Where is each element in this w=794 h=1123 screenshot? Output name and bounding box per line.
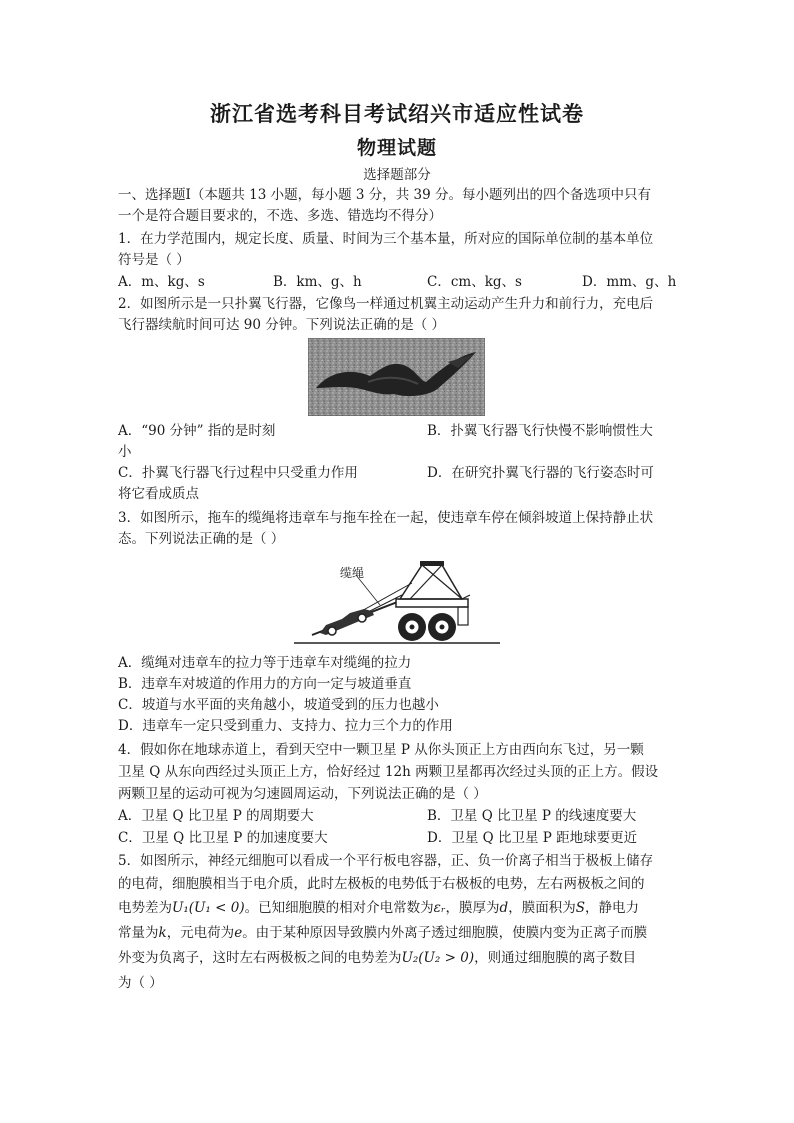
q3-option-b: B．违章车对坡道的作用力的方向一定与坡道垂直 [118,676,412,692]
q5-stem-line-6: 为（ ） [118,975,163,991]
q1-stem-line: 1．在力学范围内，规定长度、质量、时间为三个基本量，所对应的国际单位制的基本单位 [118,231,654,247]
q3-option-c: C．坡道与水平面的夹角越小，坡道受到的压力也越小 [118,697,439,713]
q5-stem-line: 的电荷，细胞膜相当于电介质，此时左极板的电势低于右极板的电势，左右两极板之间的 [118,876,645,892]
q2-option-a: A．“90 分钟” 指的是时刻 [118,423,276,439]
q4-option-c: C．卫星 Q 比卫星 P 的加速度要大 [118,830,328,846]
q4-option-b: B．卫星 Q 比卫星 P 的线速度要大 [427,808,637,824]
q2-stem-line: 2．如图所示是一只扑翼飞行器，它像鸟一样通过机翼主动运动产生升力和前行力，充电后 [118,296,654,312]
tow-truck-figure [292,555,502,647]
q5-stem-line-3 [118,898,678,919]
q5-k-symbol: k [158,925,167,941]
q5-text: 电势差为 [118,900,172,916]
q3-option-d: D．违章车一定只受到重力、支持力、拉力三个力的作用 [118,718,453,734]
q5-stem-line: 5．如图所示，神经元细胞可以看成一个平行板电容器，正、负一价离子相当于极板上储存 [118,853,654,869]
exam-subtitle: 物理试题 [356,137,437,159]
exam-title: 浙江省选考科目考试绍兴市适应性试卷 [210,101,584,126]
q5-text: 常量为 [118,925,159,941]
q2-option-b: B．扑翼飞行器飞行快慢不影响惯性大 [427,423,653,439]
q5-stem-line-5 [118,948,678,969]
q4-stem-line: 两颗卫星的运动可视为匀速圆周运动，下列说法正确的是（ ） [118,786,487,802]
q5-u1-formula: U₁(U₁ < 0) [172,900,245,916]
q5-s-symbol: S [575,900,585,916]
q5-text: 。由于某种原因导致膜内外离子透过细胞膜，使膜内变为正离子而膜 [242,925,648,941]
section-heading: 选择题部分 [363,167,431,183]
q2-option-b-continued: 小 [118,444,132,460]
q4-stem-line: 卫星 Q 从东向西经过头顶正上方，恰好经过 12h 两颗卫星都再次经过头顶的正上方。假设 [118,764,659,780]
q2-option-d: D．在研究扑翼飞行器的飞行姿态时可 [427,465,654,481]
q5-text: 。已知细胞膜的相对介电常数为 [244,900,434,916]
intro-line: 一个是符合题目要求的，不选、多选、错选均不得分） [118,208,442,224]
q1-stem-line: 符号是（ ） [118,252,190,268]
q5-text: ，静电力 [584,900,639,916]
flapping-wing-aircraft-figure [308,338,485,416]
q2-option-d-continued: 将它看成质点 [118,486,199,502]
q4-stem-line: 4．假如你在地球赤道上，看到天空中一颗卫星 P 从你头顶正上方由西向东飞过，另一颗 [118,742,644,758]
q3-stem-line: 态。下列说法正确的是（ ） [118,531,285,547]
q5-text: 外变为负离子，这时左右两极板之间的电势差为 [118,950,402,966]
cable-label: 缆绳 [340,566,365,580]
q2-stem-line: 飞行器续航时间可达 90 分钟。下列说法正确的是（ ） [118,317,446,333]
q4-option-a: A．卫星 Q 比卫星 P 的周期要大 [118,808,314,824]
q1-option-c: C．cm、kg、s [427,274,522,290]
q5-text: ，膜面积为 [508,900,576,916]
q5-u2-formula: U₂(U₂ > 0) [401,950,475,966]
q5-epsilon-symbol: εᵣ [433,900,446,916]
q1-option-b: B．km、g、h [273,274,362,290]
q5-stem-line-4 [118,923,678,944]
q2-option-c: C．扑翼飞行器飞行过程中只受重力作用 [118,465,358,481]
q5-text: ，膜厚为 [445,900,500,916]
q1-option-d: D．mm、g、h [582,274,677,290]
q3-option-a: A．缆绳对违章车的拉力等于违章车对缆绳的拉力 [118,655,412,671]
q3-stem-line: 3．如图所示，拖车的缆绳将违章车与拖车拴在一起，使违章车停在倾斜坡道上保持静止状 [118,510,654,526]
q1-option-a: A．m、kg、s [118,274,205,290]
intro-line: 一、选择题Ⅰ（本题共 13 小题，每小题 3 分，共 39 分。每小题列出的四个备选项中只有 [118,187,652,203]
q5-e-symbol: e [234,925,243,941]
q5-d-symbol: d [499,900,509,916]
q4-option-d: D．卫星 Q 比卫星 P 距地球要更近 [427,830,638,846]
q5-text: ，元电荷为 [166,925,235,941]
q5-text: ，则通过细胞膜的离子数目 [474,950,637,966]
